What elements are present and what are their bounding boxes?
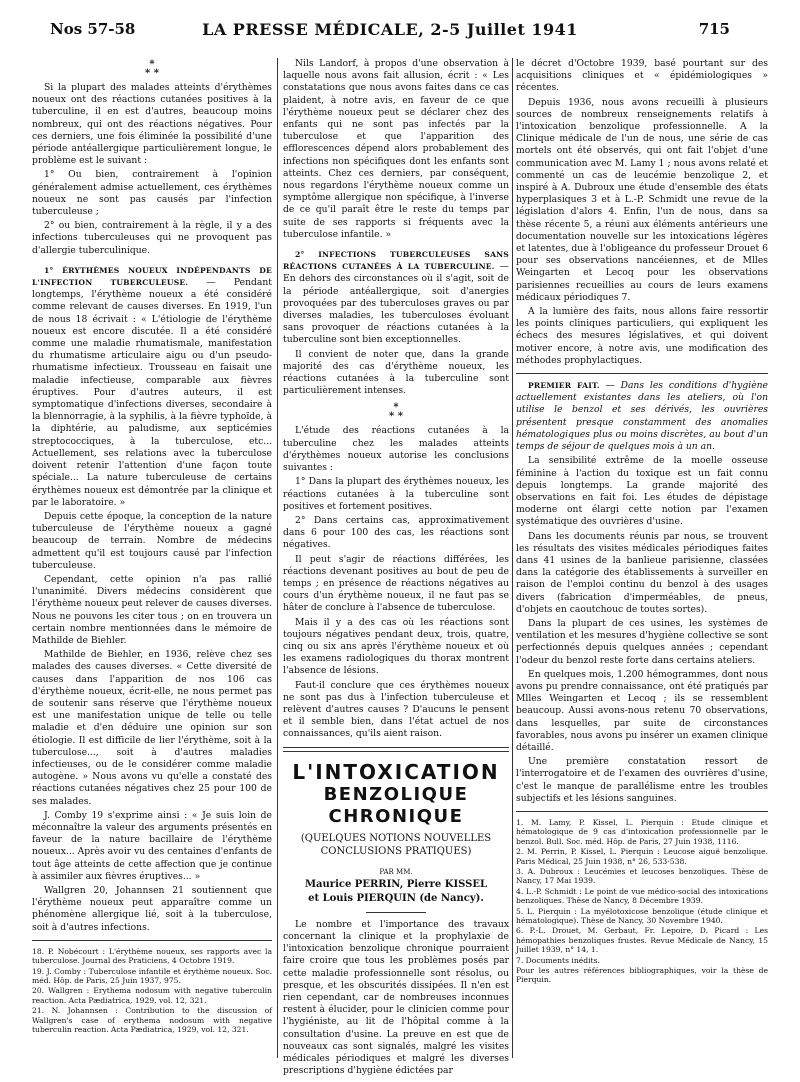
- section-paragraph: [32, 265, 272, 509]
- footnote-rule: [32, 940, 272, 941]
- paragraph: A la lumière des faits, nous allons faire ressortir les points cliniques particuliers, qui expliquent les échecs des mesures législatives, et qui doivent motiver encore, à notre avis, une modification des méthodes prophylactiques.: [516, 306, 768, 366]
- section-text: — Dans les conditions d'hygiène actuellement existantes dans les ateliers, où l'on utilise le benzol et ses dérivés, les ouvrières présentent presque constamment des anomalies hématologiques plus ou moins discrètes, au bout d'un temps de séjour de quelques mois à un an.: [516, 380, 768, 453]
- title-short-rule: [366, 912, 426, 913]
- page-header: [50, 20, 730, 44]
- footnote: 4. L.-P. Schmidt : Le point de vue médico-social des intoxications benzoliques. Thèse de Nancy, 8 Décembre 1939.: [516, 886, 768, 906]
- paragraph: 2° ou bien, contrairement à la règle, il y a des infections tuberculeuses qui ne provoquent pas d'allergie tuberculinique.: [32, 220, 272, 256]
- paragraph: Si la plupart des malades atteints d'érythèmes noueux ont des réactions cutanées positives à la tuberculine, il en est d'autres, beaucoup moins nombreux, qui ont des réactions négatives. Pour ces derniers, une fois éliminée la possibilité d'une période antéallergique particulièrement longue, le problème est le suivant :: [32, 82, 272, 167]
- footnote: 2. M. Perrin, P. Kissel, L. Pierquin : Leucose aiguë benzolique. Paris Médical, 25 Juin 1938, n° 26, 533-538.: [516, 847, 768, 866]
- section-heading: 2° INFECTIONS TUBERCULEUSES SANS RÉACTIONS CUTANÉES À LA TUBERCULINE.: [283, 250, 509, 272]
- section-text: — En dehors des circonstances où il s'agit, soit de la période antéallergique, soit d'anergies provoquées par des tuberculoses graves ou par diverses maladies, les tuberculoses évoluant sans provoquer de réactions cutanées à la tuberculine sont bien exceptionnelles.: [283, 261, 509, 346]
- paragraph: En quelques mois, 1.200 hémogrammes, dont nous avons pu prendre connaissance, ont été pratiqués par Mlles Weingarten et Lecoq ; ils se ressemblent beaucoup. Aussi avons-nous retenu 70 observations, dans lesquelles, par suite de circonstances favorables, nous avons pu insérer un examen clinique détaillé.: [516, 668, 768, 753]
- section-rule: [516, 373, 768, 374]
- column-1: [32, 58, 272, 1068]
- paragraph: Dans la plupart de ces usines, les systèmes de ventilation et les mesures d'hygiène collective se sont perfectionnés depuis quelques années ; cependant l'odeur du benzol reste forte dans certains ateliers.: [516, 617, 768, 666]
- section-heading: 1° ÉRYTHÈMES NOUEUX INDÉPENDANTS DE L'INFECTION TUBERCULEUSE.: [32, 265, 272, 288]
- paragraph: Depuis 1936, nous avons recueilli à plusieurs sources de nombreux renseignements relatifs à l'intoxication benzolique professionnelle. A la Clinique médicale de l'un de nous, une série de cas mortels ont été observés, qui ont fait l'objet d'une communication avec M. Lamy 1 ; nous avons relaté et commenté un cas de leucémie benzolique 2, et inspiré à A. Dubroux une étude d'ensemble des états hyperplasiques 3 et à L.-P. Schmidt une revue de la législation d'alors 4. Enfin, l'un de nous, dans sa thèse récente 5, a réuni aux éléments antérieurs une documentation nouvelle sur les intoxications légères et latentes, due à l'obligeance du professeur Drouet 6 pour ses observations nancéiennes, et de Mlles Weingarten et Lecoq pour les observations parisiennes recueillies au cours de leurs examens médicaux périodiques 7.: [516, 96, 768, 303]
- section-text: — Pendant longtemps, l'érythème noueux a été considéré comme relevant de causes diverses. En 1919, l'un de nous 18 écrivait : « L'étiologie de l'érythème noueux est encore discutée. Il a été considéré comme une maladie rhumatismale, manifestation du rhumatisme articulaire aigu ou d'un pseudo-rhumatisme infectieux. Trousseau en faisait une maladie infectieuse, comparable aux fièvres éruptives. Pour d'autres auteurs, il est symptomatique d'infections diverses, secondaire à la blennorragie, à la syphilis, à la fièvre typhoïde, à la diphtérie, au paludisme, aux septicémies streptococciques, à la tuberculose, etc... Actuellement, ses relations avec la tuberculose doivent retenir l'attention d'une façon toute spéciale... La nature tuberculeuse de certains érythèmes noueux est démontrée par la clinique et par le laboratoire. »: [32, 277, 272, 508]
- authors-line-1: Maurice PERRIN, Pierre KISSEL: [304, 878, 488, 890]
- paragraph: Cependant, cette opinion n'a pas rallié l'unanimité. Divers médecins considèrent que l'érythème noueux peut relever de causes diverses. Nous ne pouvons les citer tous ; on en trouvera un certain nombre mentionnées dans le mémoire de Mathilde de Biehler.: [32, 573, 272, 646]
- section-stars: * * *: [145, 59, 159, 79]
- paragraph: 1° Ou bien, contrairement à l'opinion généralement admise actuellement, ces érythèmes noueux ne sont pas causés par l'infection tuberculeuse ;: [32, 169, 272, 218]
- paragraph: Faut-il conclure que ces érythèmes noueux ne sont pas dus à l'infection tuberculeuse et relèvent d'autres causes ? D'aucuns le pensent et il semble bien, dans l'état actuel de nos connaissances, qu'ils aient raison.: [283, 679, 509, 740]
- paragraph: Il convient de noter que, dans la grande majorité des cas d'érythème noueux, les réactions cutanées à la tuberculine sont particulièrement intenses.: [283, 348, 509, 397]
- paragraph: Le nombre et l'importance des travaux concernant la clinique et la prophylaxie de l'intoxication benzolique chronique pourraient faire croire que tous les problèmes posés par cette maladie professionnelle sont résolus, ou presque, et les obscurités dissipées. Il n'en est rien cependant, car de nombreuses inconnues restent à élucider, pour le clinicien comme pour l'hygiéniste, au lit de l'hôpital comme à la consultation d'usine. La preuve en est que de nouveaux cas sont signalés, malgré les visites médicales périodiques et malgré les diverses prescriptions d'hygiène édictées par: [283, 918, 509, 1077]
- column-divider: [277, 58, 278, 1058]
- paragraph: J. Comby 19 s'exprime ainsi : « Je suis loin de méconnaître la valeur des arguments présentés en faveur de la nature bacillaire de l'érythème noueux... Après avoir vu des centaines d'enfants de tout âge atteints de cette affection que je continue à assimiler aux fièvres éruptives... »: [32, 809, 272, 882]
- footnote-rule: [516, 811, 768, 812]
- paragraph: Depuis cette époque, la conception de la nature tuberculeuse de l'érythème noueux a gagné beaucoup de terrain. Nombre de médecins admettent qu'il est toujours causé par l'infection tuberculeuse.: [32, 510, 272, 571]
- footnote: 1. M. Lamy, P. Kissel, L. Pierquin : Etude clinique et hématologique de 9 cas d'intoxication professionnelle par le benzol. Bull. Soc. méd. Hôp. de Paris, 27 Juin 1938, 1116.: [516, 817, 768, 846]
- article-title-block: [283, 760, 509, 906]
- footnote: 7. Documents inédits.: [516, 955, 600, 965]
- paragraph: Wallgren 20, Johannsen 21 soutiennent que l'érythème noueux peut apparaître comme un phénomène allergique lié, soit à la tuberculose, soit à d'autres infections.: [32, 885, 272, 933]
- paragraph: Il peut s'agir de réactions différées, les réactions devenant positives au bout de peu de temps ; en présence de réactions négatives au cours d'un érythème noueux, il ne faut pas se hâter de conclure à l'absence de tuberculose.: [283, 553, 509, 614]
- footnote: 3. A. Dubroux : Leucémies et leucoses benzoliques. Thèse de Nancy, 17 Mai 1939.: [516, 867, 768, 886]
- paragraph: Mais il y a des cas où les réactions sont toujours négatives pendant deux, trois, quatre, cinq ou six ans après l'érythème noueux et où les examens radiologiques du thorax montrent l'absence de lésions.: [283, 616, 509, 677]
- footnote: 5. L. Pierquin : La myélotoxicose benzolique (étude clinique et hématologique). Thèse de Nancy, 30 Novembre 1940.: [516, 906, 768, 926]
- footnote: 21. N. Johannsen : Contribution to the discussion of Wallgren's case of erythema nodosum with negative tuberculin reaction. Acta Pædiatrica, 1929, vol. 12, 321.: [32, 1006, 272, 1035]
- paragraph: 1° Dans la plupart des érythèmes noueux, les réactions cutanées à la tuberculine sont positives et fortement positives.: [283, 476, 509, 512]
- journal-title: LA PRESSE MÉDICALE, 2-5 Juillet 1941: [202, 20, 578, 39]
- footnote: 19. J. Comby : Tuberculose infantile et érythème noueux. Soc. méd. Hôp. de Paris, 25 Juin 1937, 975.: [32, 966, 272, 986]
- column-divider: [512, 58, 513, 1058]
- paragraph: Dans les documents réunis par nous, se trouvent les résultats des visites médicales périodiques faites dans 41 usines de la banlieue parisienne, classées dans la catégorie des établissements à surveiller en raison de l'emploi continu du benzol à des usages divers (fabrication d'imperméables, de pneus, d'objets en caoutchouc de toutes sortes).: [516, 530, 768, 615]
- article-subtitle: (QUELQUES NOTIONS NOUVELLES CONCLUSIONS PRATIQUES): [300, 832, 492, 857]
- footnote: 18. P. Nobécourt : L'érythème noueux, ses rapports avec la tuberculose. Journal des Praticiens, 4 Octobre 1919.: [32, 946, 272, 966]
- paragraph: L'étude des réactions cutanées à la tuberculine chez les malades atteints d'érythèmes noueux autorise les conclusions suivantes :: [283, 425, 509, 474]
- page-number: 715: [698, 20, 730, 38]
- article-title-line-2: BENZOLIQUE CHRONIQUE: [323, 783, 469, 827]
- section-stars: * * *: [389, 402, 403, 423]
- section-heading: PREMIER FAIT.: [528, 381, 600, 391]
- footnote: 20. Wallgren : Erythema nodosum with negative tuberculin reaction. Acta Pædiatrica, 1929, vol. 12, 321.: [32, 986, 272, 1005]
- paragraph: 2° Dans certains cas, approximativement dans 6 pour 100 des cas, les réactions sont négatives.: [283, 514, 509, 551]
- section-paragraph: [283, 249, 509, 347]
- title-rule: [283, 747, 509, 752]
- paragraph: Mathilde de Biehler, en 1936, relève chez ses malades des causes diverses. « Cette diversité de causes dans l'apparition de nos 106 cas d'érythème noueux, écrit-elle, ne nous permet pas de soutenir sans réserve que l'érythème noueux est une manifestation unique de telle ou telle maladie et d'en déduire une opinion sur son étiologie. Il est difficile de lier l'érythème, soit à la tuberculose..., soit à d'autres maladies infectieuses, ou de le considérer comme maladie autogène. » Nous avons vu qu'elle a constaté des réactions cutanées négatives chez 25 pour 100 de ses malades.: [32, 649, 272, 807]
- paragraph: le décret d'Octobre 1939, basé pourtant sur des acquisitions cliniques et « épidémiologiques » récentes.: [516, 58, 768, 94]
- section-paragraph: [516, 380, 768, 453]
- paragraph: Nils Landorf, à propos d'une observation à laquelle nous avons fait allusion, écrit : « Les constatations que nous avons faites dans ce cas plaident, à notre avis, en faveur de ce que l'érythème noueux peut se déclarer chez des enfants qui ne sont pas infectés par la tuberculose et que l'apparition des efflorescences dépend alors probablement des infections non spécifiques dont les enfants sont atteints. Chez ces derniers, par conséquent, nous regardons l'érythème noueux comme un symptôme allergique non spécifique, à l'inverse de ce qu'il paraît être le reste du temps par suite de ses rapports si fréquents avec la tuberculose infantile. »: [283, 58, 509, 240]
- paragraph: Une première constatation ressort de l'interrogatoire et de l'examen des ouvrières d'usine, c'est le manque de parallélisme entre les troubles subjectifs et les lésions sanguines.: [516, 756, 768, 804]
- column-2: [283, 58, 509, 1077]
- issue-number: Nos 57-58: [50, 20, 136, 38]
- footnote: 6. P.-L. Drouet, M. Gerbaut, Fr. Lepoire, D. Picard : Les hémopathies benzoliques frustes. Revue Médicale de Nancy, 15 Juillet 1939, n° 14, 1.: [516, 926, 768, 955]
- paragraph: La sensibilité extrême de la moelle osseuse féminine à l'action du toxique est un fait connu depuis longtemps. La grande majorité des observations en fait foi. Les études de dépistage moderne ont élargi cette notion par l'examen systématique des ouvrières d'usine.: [516, 455, 768, 528]
- article-title-line-1: L'INTOXICATION: [292, 759, 500, 784]
- authors-line-2: et Louis PIERQUIN (de Nancy).: [308, 892, 484, 904]
- column-3: [516, 58, 768, 1068]
- byline-par: PAR MM.: [379, 867, 413, 876]
- footnote: Pour les autres références bibliographiques, voir la thèse de Pierquin.: [516, 966, 768, 985]
